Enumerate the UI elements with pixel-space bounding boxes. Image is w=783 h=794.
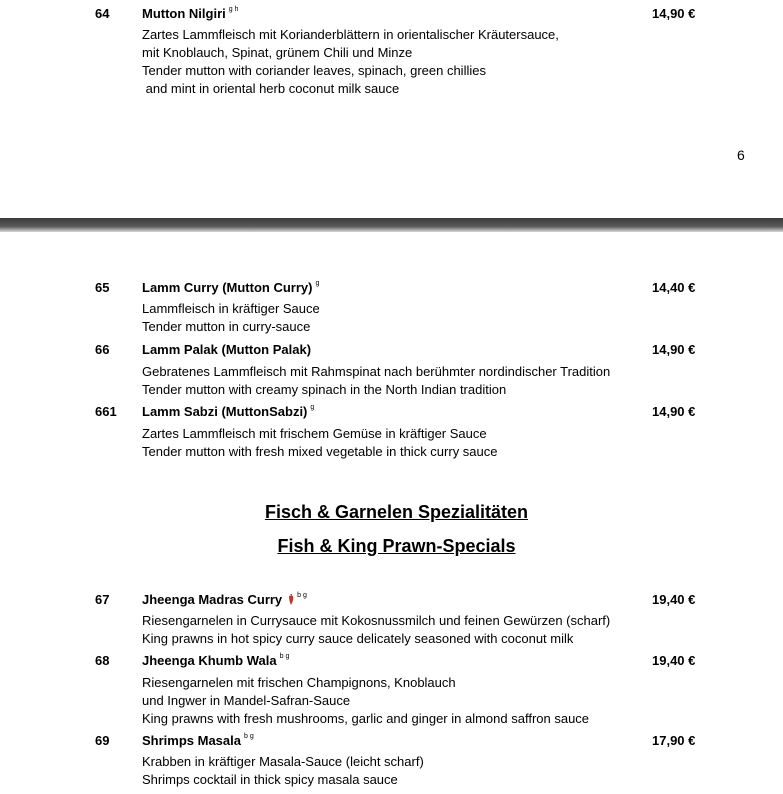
description-line: Krabben in kräftiger Masala-Sauce (leicht scharf) xyxy=(142,754,424,769)
item-number: 64 xyxy=(95,6,110,21)
page-number: 6 xyxy=(737,147,745,163)
description-line: mit Knoblauch, Spinat, grünem Chili und Minze xyxy=(142,45,413,60)
item-description xyxy=(142,363,610,399)
allergen-codes: g xyxy=(315,279,320,287)
item-number: 66 xyxy=(95,342,110,357)
item-name xyxy=(142,342,311,357)
item-number: 68 xyxy=(95,653,110,668)
item-name-text: Lamm Sabzi (MuttonSabzi) xyxy=(142,404,308,419)
item-description xyxy=(142,674,589,728)
item-description xyxy=(142,300,320,336)
item-price: 14,90 € xyxy=(652,404,696,419)
description-line: Gebratenes Lammfleisch mit Rahmspinat nach berühmter nordindischer Tradition xyxy=(142,364,611,379)
item-description xyxy=(142,753,424,789)
description-line: Riesengarnelen in Currysauce mit Kokosnussmilch und feinen Gewürzen (scharf) xyxy=(142,613,611,628)
item-number: 69 xyxy=(95,733,110,748)
section-heading-english: Fish & King Prawn-Specials xyxy=(277,536,516,556)
item-price: 14,90 € xyxy=(652,342,696,357)
item-name-text: Shrimps Masala xyxy=(142,733,241,748)
description-line: und Ingwer in Mandel-Safran-Sauce xyxy=(142,693,351,708)
page-separator xyxy=(0,218,783,232)
item-name xyxy=(142,733,254,748)
item-name-text: Jheenga Khumb Wala xyxy=(142,653,277,668)
allergen-codes: g xyxy=(310,403,315,411)
section-heading-german: Fisch & Garnelen Spezialitäten xyxy=(264,502,529,522)
item-price: 19,40 € xyxy=(652,592,696,607)
item-number: 67 xyxy=(95,592,110,607)
item-price: 14,90 € xyxy=(652,6,696,21)
item-name xyxy=(142,280,319,295)
item-number: 661 xyxy=(95,404,117,419)
description-line: Zartes Lammfleisch mit frischem Gemüse in kräftiger Sauce xyxy=(142,426,487,441)
item-name xyxy=(142,404,314,419)
item-description xyxy=(142,26,559,98)
item-description xyxy=(142,612,610,648)
allergen-codes: b g xyxy=(244,732,254,740)
description-line: King prawns with fresh mushrooms, garlic and ginger in almond saffron sauce xyxy=(142,711,590,726)
description-line: Shrimps cocktail in thick spicy masala sauce xyxy=(142,772,398,787)
item-name-text: Jheenga Madras Curry xyxy=(142,592,283,607)
item-name xyxy=(142,592,307,607)
item-description xyxy=(142,425,498,461)
description-line: Zartes Lammfleisch mit Korianderblättern in orientalischer Kräutersauce, xyxy=(142,27,559,42)
allergen-codes: b g xyxy=(297,591,307,599)
description-line: Tender mutton with fresh mixed vegetable in thick curry sauce xyxy=(142,444,498,459)
item-number: 65 xyxy=(95,280,110,295)
menu-page-top xyxy=(0,0,783,218)
allergen-codes: b g xyxy=(279,652,290,660)
description-line: Tender mutton with creamy spinach in the North Indian tradition xyxy=(142,382,507,397)
description-line: King prawns in hot spicy curry sauce delicately seasoned with coconut milk xyxy=(142,631,574,646)
chili-pepper-icon xyxy=(288,594,294,605)
description-line: Tender mutton with coriander leaves, spinach, green chillies xyxy=(142,63,486,78)
description-line: Lammfleisch in kräftiger Sauce xyxy=(142,301,320,316)
description-line: Tender mutton in curry-sauce xyxy=(142,319,311,334)
description-line: Riesengarnelen mit frischen Champignons, Knoblauch xyxy=(142,675,456,690)
item-name-text: Lamm Curry (Mutton Curry) xyxy=(142,280,313,295)
item-price: 14,40 € xyxy=(652,280,696,295)
item-price: 19,40 € xyxy=(652,653,696,668)
menu-page-bottom xyxy=(0,232,783,794)
item-price: 17,90 € xyxy=(652,733,696,748)
item-name xyxy=(142,6,239,21)
item-name-text: Mutton Nilgiri xyxy=(142,6,226,21)
item-name-text: Lamm Palak (Mutton Palak) xyxy=(142,342,312,357)
allergen-codes: g h xyxy=(228,5,239,13)
description-line: and mint in oriental herb coconut milk sauce xyxy=(142,81,400,96)
item-name xyxy=(142,653,289,668)
